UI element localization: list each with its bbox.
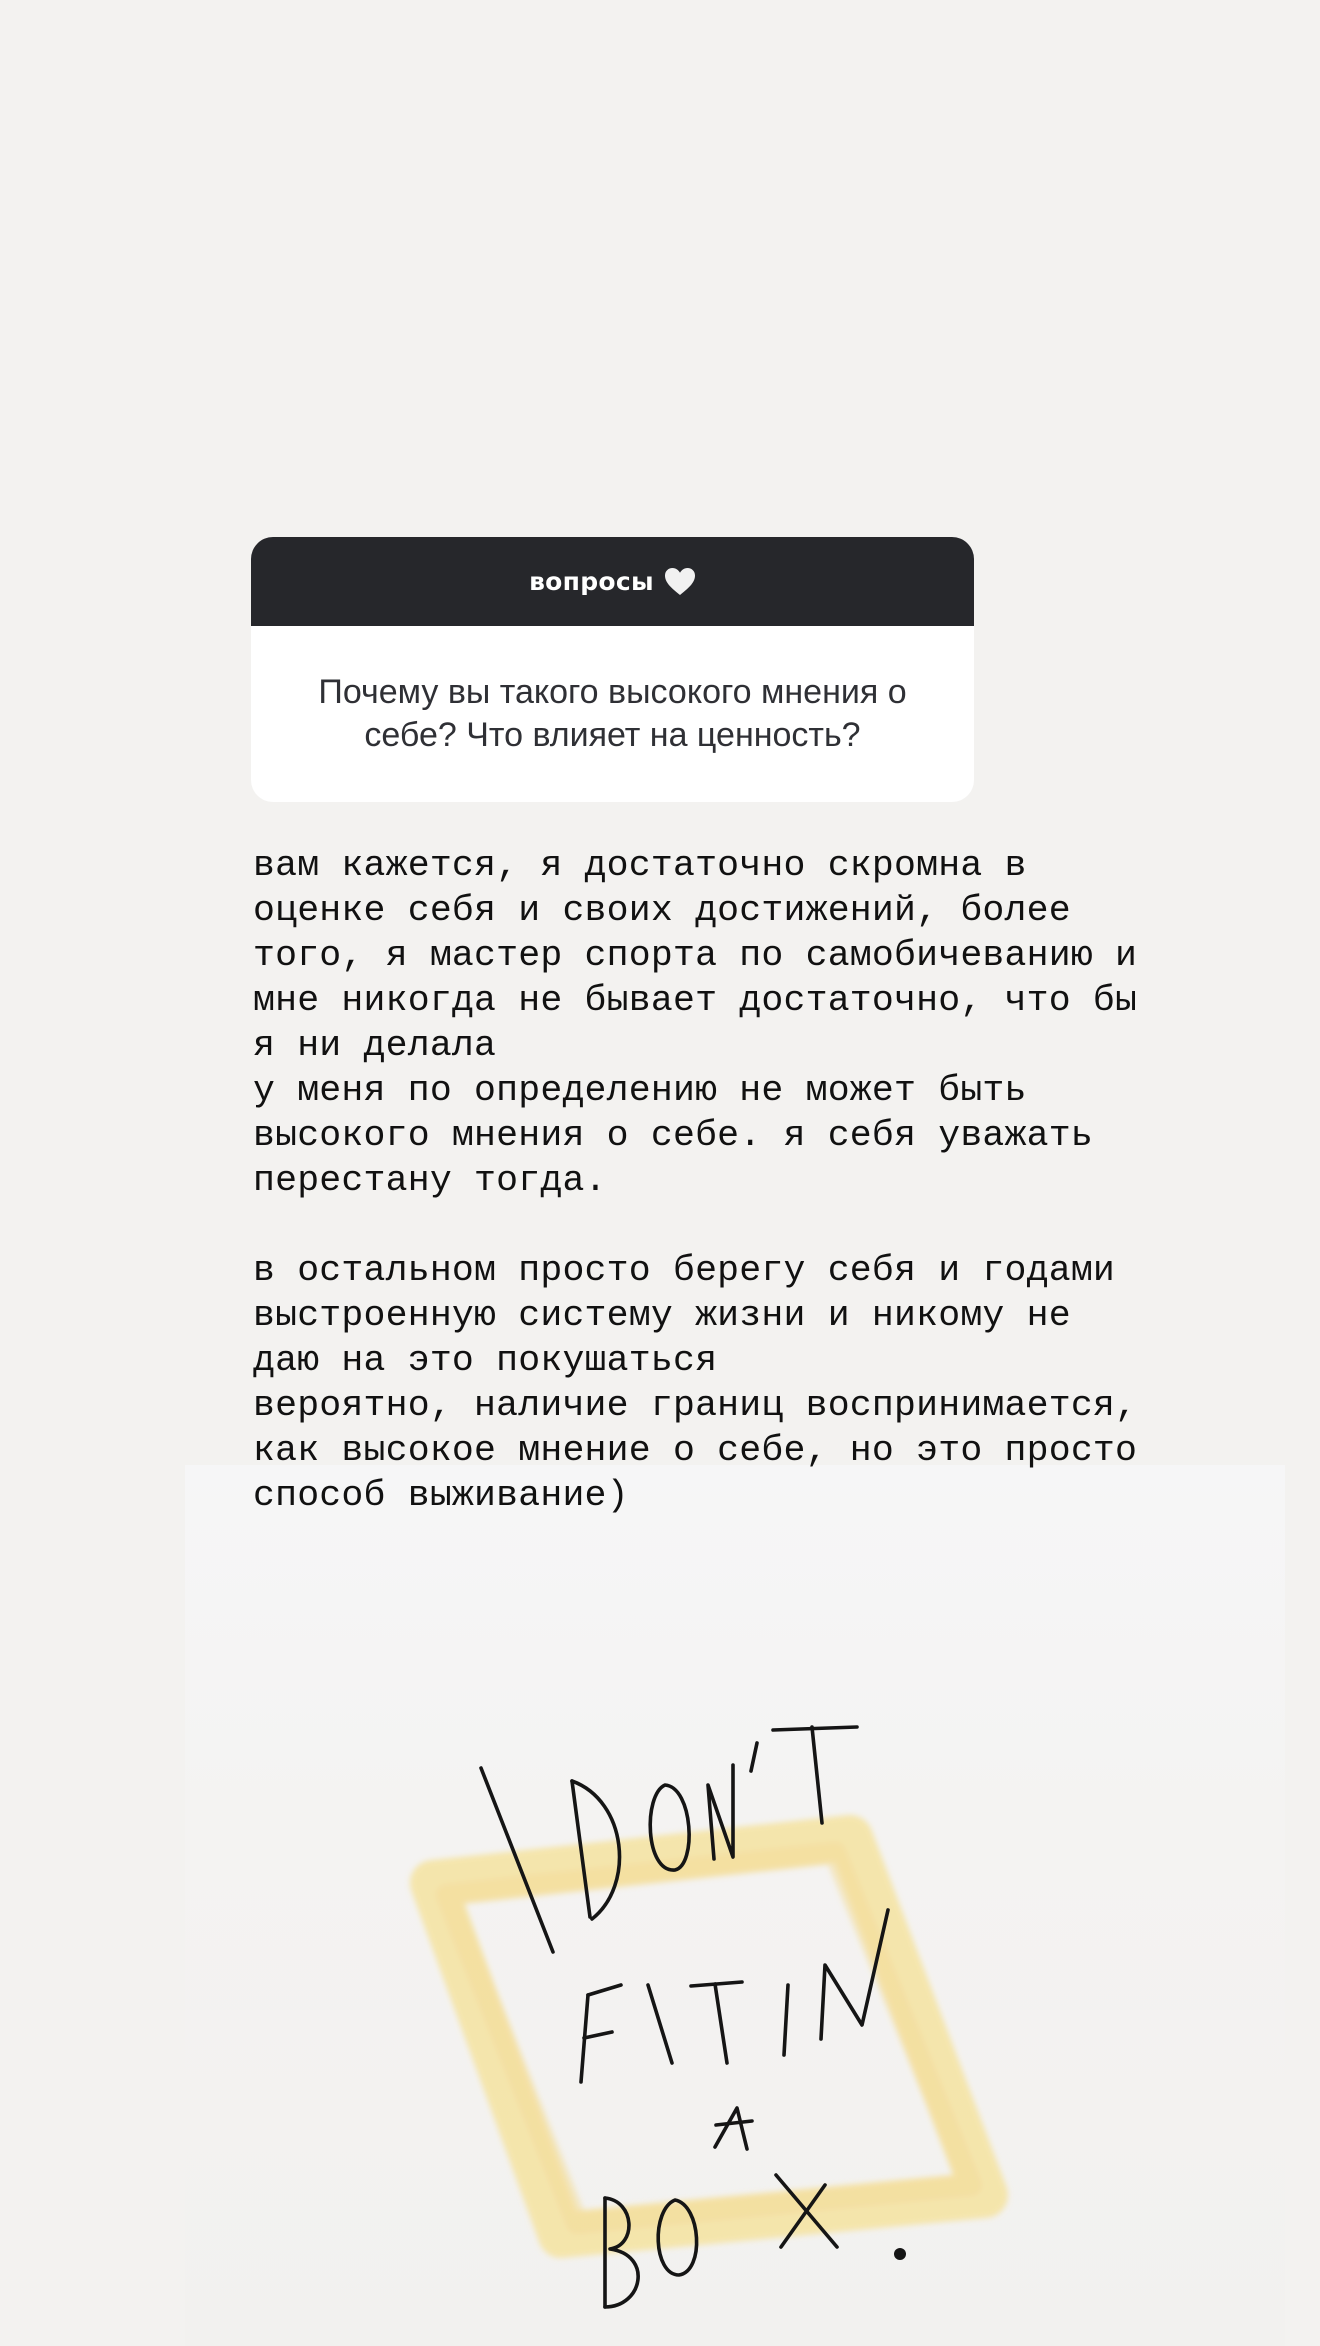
answer-text: вам кажется, я достаточно скромна в оценке себя и своих достижений, более того, я мастер спорта по самобичеванию и мне никогда не бывает достаточно, что бы я ни делала у меня по определению не может быть высокого мнения о себе. я себя уважать перестану тогда. в остальном просто берегу себя и годами выстроенную систему жизни и никому не даю на это покушаться вероятно, наличие границ воспринимается, как высокое мнение о себе, но это просто способ выживание) [253,845,1138,1516]
handwritten-note-illustration [185,1465,1285,2346]
ink-period [894,2248,906,2260]
question-text: Почему вы такого высокого мнения о себе? Что влияет на ценность? [318,673,907,754]
background-photo [185,1465,1285,2346]
question-sticker-header [251,537,974,626]
question-sticker-title: вопросы [529,567,654,596]
white-heart-icon [664,567,696,597]
yellow-highlight-box [433,1838,985,2235]
question-sticker-body [251,626,974,802]
question-sticker [251,537,974,802]
